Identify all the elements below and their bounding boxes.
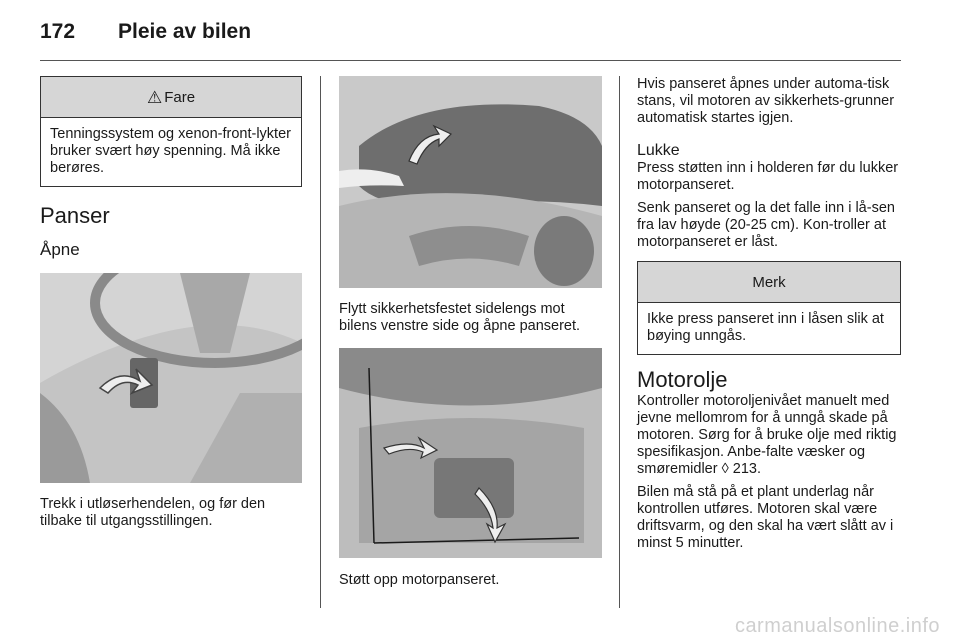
note-box-header xyxy=(638,262,900,303)
caption-safety-catch: Flytt sikkerhetsfestet sidelengs mot bilens venstre side og åpne panseret. xyxy=(339,301,581,334)
section-heading-panser: Panser xyxy=(40,203,110,228)
oil-paragraph-2: Bilen må stå på et plant underlag når kontrollen utføres. Motoren skal være driftsvarm, og den skal ha vært slått av i minst 5 minutter. xyxy=(637,484,894,551)
subheading-lukke: Lukke xyxy=(637,142,680,159)
page-number: 172 xyxy=(40,20,76,43)
auto-stop-paragraph: Hvis panseret åpnes under automa-tisk stans, vil motoren av sikkerhets-grunner automatisk startes igjen. xyxy=(637,76,895,126)
page-title: Pleie av bilen xyxy=(118,20,252,43)
caption-release-lever: Trekk i utløserhendelen, og før den tilbake til utgangsstillingen. xyxy=(40,496,266,529)
warning-heading: Fare xyxy=(164,88,196,106)
note-heading: Merk xyxy=(752,273,786,291)
warning-triangle-icon: ⚠ xyxy=(146,87,163,107)
caption-prop-rod: Støtt opp motorpanseret. xyxy=(339,572,500,588)
warning-text: Tenningssystem og xenon-front-lykter bruker svært høy spenning. Må ikke berøres. xyxy=(50,126,291,176)
oil-paragraph-1: Kontroller motoroljenivået manuelt med jevne mellomrom for å unngå skade på motoren. Sørg for å bruke olje med riktig spesifikasjon. Anbe-falte væsker og smøremidler ◊ 213. xyxy=(637,393,897,477)
warning-box xyxy=(40,76,302,187)
close-paragraph-1: Press støtten inn i holderen før du lukker motorpanseret. xyxy=(637,160,899,193)
header-divider xyxy=(40,60,901,61)
note-box xyxy=(637,261,901,355)
hood-prop-rod-illustration xyxy=(339,348,602,558)
hood-release-lever-illustration xyxy=(40,273,302,483)
page-header xyxy=(40,20,251,44)
site-watermark: carmanualsonline.info xyxy=(734,615,940,637)
column-divider-2 xyxy=(619,76,620,608)
hood-safety-catch-illustration xyxy=(339,76,602,288)
column-3 xyxy=(637,76,901,552)
close-paragraph-2: Senk panseret og la det falle inn i lå-sen fra lav høyde (20-25 cm). Kon-troller at motorpanseret er låst. xyxy=(637,200,895,250)
subheading-apne: Åpne xyxy=(40,240,80,259)
column-divider-1 xyxy=(320,76,321,608)
warning-box-header xyxy=(41,77,301,118)
column-1 xyxy=(40,76,302,530)
section-heading-motorolje: Motorolje xyxy=(637,367,728,392)
note-text: Ikke press panseret inn i låsen slik at bøying unngås. xyxy=(647,311,884,344)
column-2 xyxy=(339,76,602,589)
